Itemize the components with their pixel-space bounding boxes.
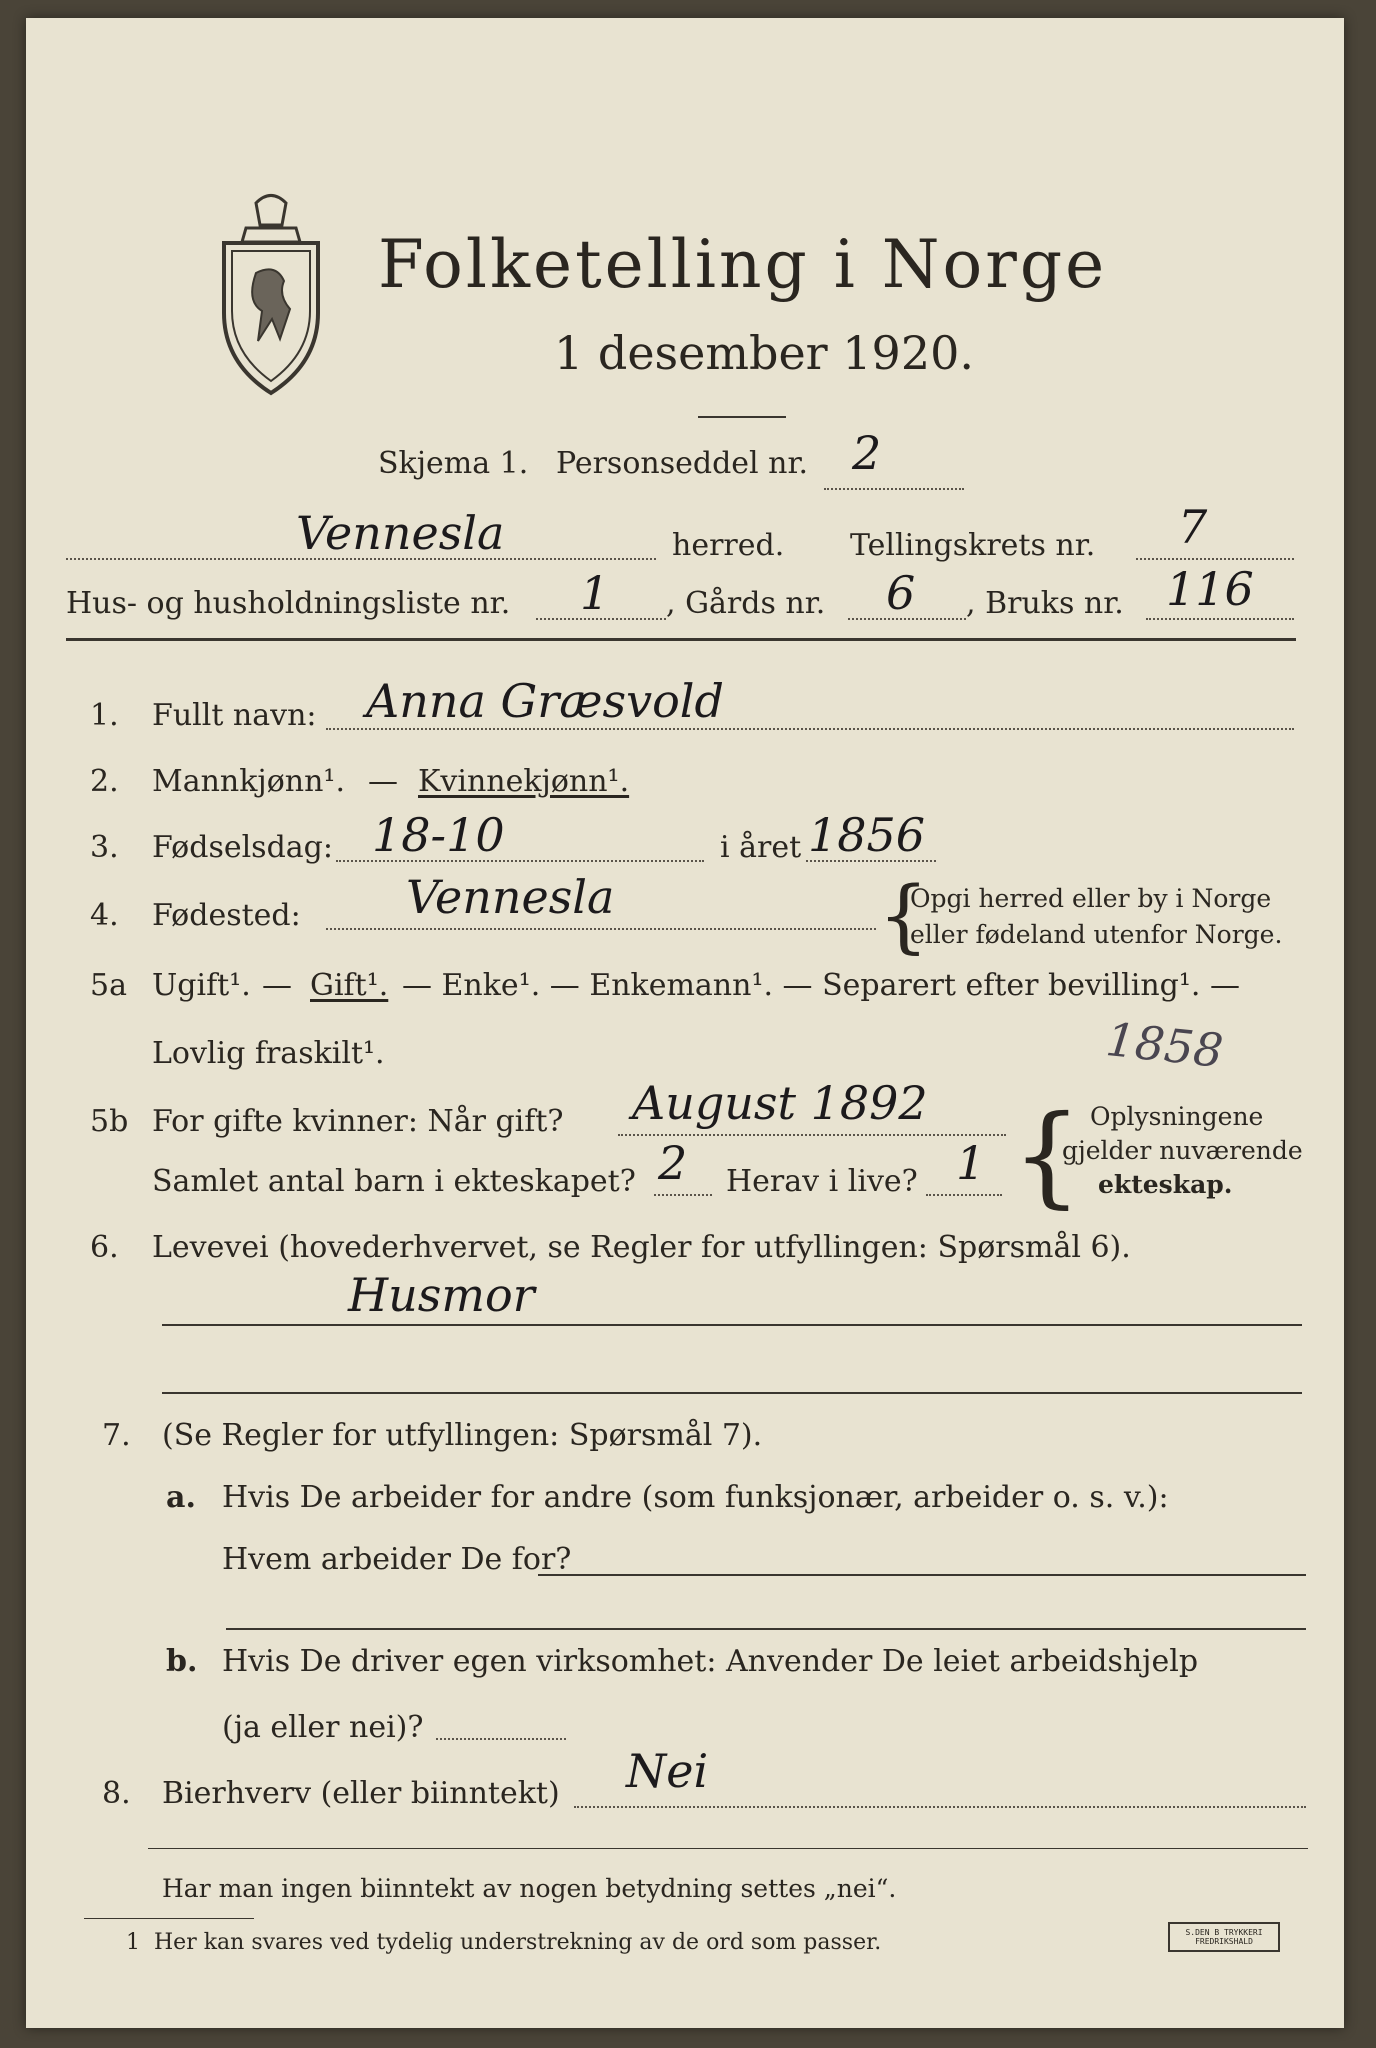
q7-number: 7. [102,1418,131,1453]
gards-label: , Gårds nr. [666,586,826,621]
bruks-label: , Bruks nr. [966,586,1124,621]
footnote-text: Her kan svares ved tydelig understrekning av de ord som passer. [154,1930,882,1955]
q7b-question: (ja eller nei)? [222,1710,424,1745]
q5b-note-line2: gjelder nuværende [1062,1136,1303,1165]
q4-brace: { [878,869,929,962]
q2-male: Mannkjønn¹. [152,764,345,799]
q7a-question: Hvem arbeider De for? [222,1542,572,1577]
personseddel-value: 2 [852,426,882,480]
q7b-letter: b. [166,1644,198,1679]
q5a-rest: — Enke¹. — Enkemann¹. — Separert efter bevilling¹. — [402,968,1240,1003]
printer-stamp [1168,1922,1280,1952]
footer-note: Har man ingen biinntekt av nogen betydning settes „nei“. [162,1874,897,1903]
form-title: Folketelling i Norge [378,226,1108,303]
coat-of-arms-icon [216,183,326,403]
q5b-label: For gifte kvinner: Når gift? [152,1104,564,1139]
census-form-sheet [26,18,1344,2028]
q6-label: Levevei (hovederhvervet, se Regler for utfyllingen: Spørsmål 6). [152,1230,1131,1265]
tellingskrets-label: Tellingskrets nr. [850,528,1096,563]
footnote-divider [84,1918,254,1919]
q5a-gift: Gift¹. [310,968,389,1003]
q3-year-label: i året [720,830,802,865]
q5a-dash: — [262,968,292,1003]
q8-number: 8. [102,1776,131,1811]
q7a-text: Hvis De arbeider for andre (som funksjonær, arbeider o. s. v.): [222,1480,1169,1515]
q1-line [326,728,1294,730]
q6-number: 6. [90,1230,119,1265]
q5b-alive-value: 1 [956,1136,986,1190]
q5a-ugift: Ugift¹. [152,968,251,1003]
q7a-line2 [226,1628,1306,1630]
q1-value: Anna Græsvold [366,674,724,728]
skjema-label: Skjema 1. [378,446,529,481]
title-divider [698,416,786,418]
q2-dash: — [368,764,398,799]
q1-label: Fullt navn: [152,698,317,733]
q6-line2 [162,1392,1302,1394]
q5b-alive-label: Herav i live? [726,1164,918,1199]
q5b-children-line [654,1194,712,1196]
q4-line [326,928,876,930]
q6-value: Husmor [348,1268,535,1322]
q5b-alive-line [926,1194,1002,1196]
q3-label: Fødselsdag: [152,830,333,865]
bruks-line [1146,618,1294,620]
q5b-number: 5b [90,1104,129,1139]
q1-number: 1. [90,698,119,733]
herred-value: Vennesla [296,506,505,560]
q3-year-value: 1856 [808,808,926,862]
q5b-when-value: August 1892 [632,1076,928,1130]
q3-value: 18-10 [372,808,505,862]
q7a-letter: a. [166,1480,196,1515]
q8-value: Nei [626,1744,709,1798]
tellingskrets-value: 7 [1178,500,1208,554]
footnote-number: 1 [126,1930,140,1955]
q5a-number: 5a [90,968,127,1003]
q5b-note-line3: ekteskap. [1098,1170,1233,1199]
header-divider [66,638,1296,641]
q3-number: 3. [90,830,119,865]
q5b-children-label: Samlet antal barn i ekteskapet? [152,1164,636,1199]
q5a-margin-note: 1858 [1103,1012,1226,1078]
gards-value: 6 [886,566,916,620]
q7a-line1 [538,1574,1306,1576]
q2-female: Kvinnekjønn¹. [418,764,630,799]
q4-value: Vennesla [406,870,615,924]
q6-line1 [162,1324,1302,1326]
personseddel-label: Personseddel nr. [556,446,809,481]
bruks-value: 116 [1166,562,1254,616]
q7b-line [436,1738,566,1740]
husliste-value: 1 [580,566,610,620]
q8-line [574,1806,1306,1808]
q5a-line2: Lovlig fraskilt¹. [152,1036,385,1071]
personseddel-line [824,488,964,490]
q2-number: 2. [90,764,119,799]
q4-number: 4. [90,898,119,933]
q7b-text: Hvis De driver egen virksomhet: Anvender De leiet arbeidshjelp [222,1644,1199,1679]
q5b-note-line1: Oplysningene [1090,1102,1264,1131]
herred-label: herred. [672,528,785,563]
tellingskrets-line [1136,558,1294,560]
husliste-label: Hus- og husholdningsliste nr. [66,586,511,621]
q4-note-line1: Opgi herred eller by i Norge [910,884,1272,913]
printer-stamp-text: S.DEN B TRYKKERI FREDRIKSHALD [1185,1928,1263,1946]
form-subtitle: 1 desember 1920. [554,326,974,380]
q4-note-line2: eller fødeland utenfor Norge. [910,920,1283,949]
q5b-children-value: 2 [658,1136,688,1190]
q4-label: Fødested: [152,898,301,933]
q5b-brace: { [1012,1091,1082,1219]
q8-label: Bierhverv (eller biinntekt) [162,1776,560,1811]
q7-label: (Se Regler for utfyllingen: Spørsmål 7). [162,1418,763,1453]
footer-divider [148,1848,1308,1849]
